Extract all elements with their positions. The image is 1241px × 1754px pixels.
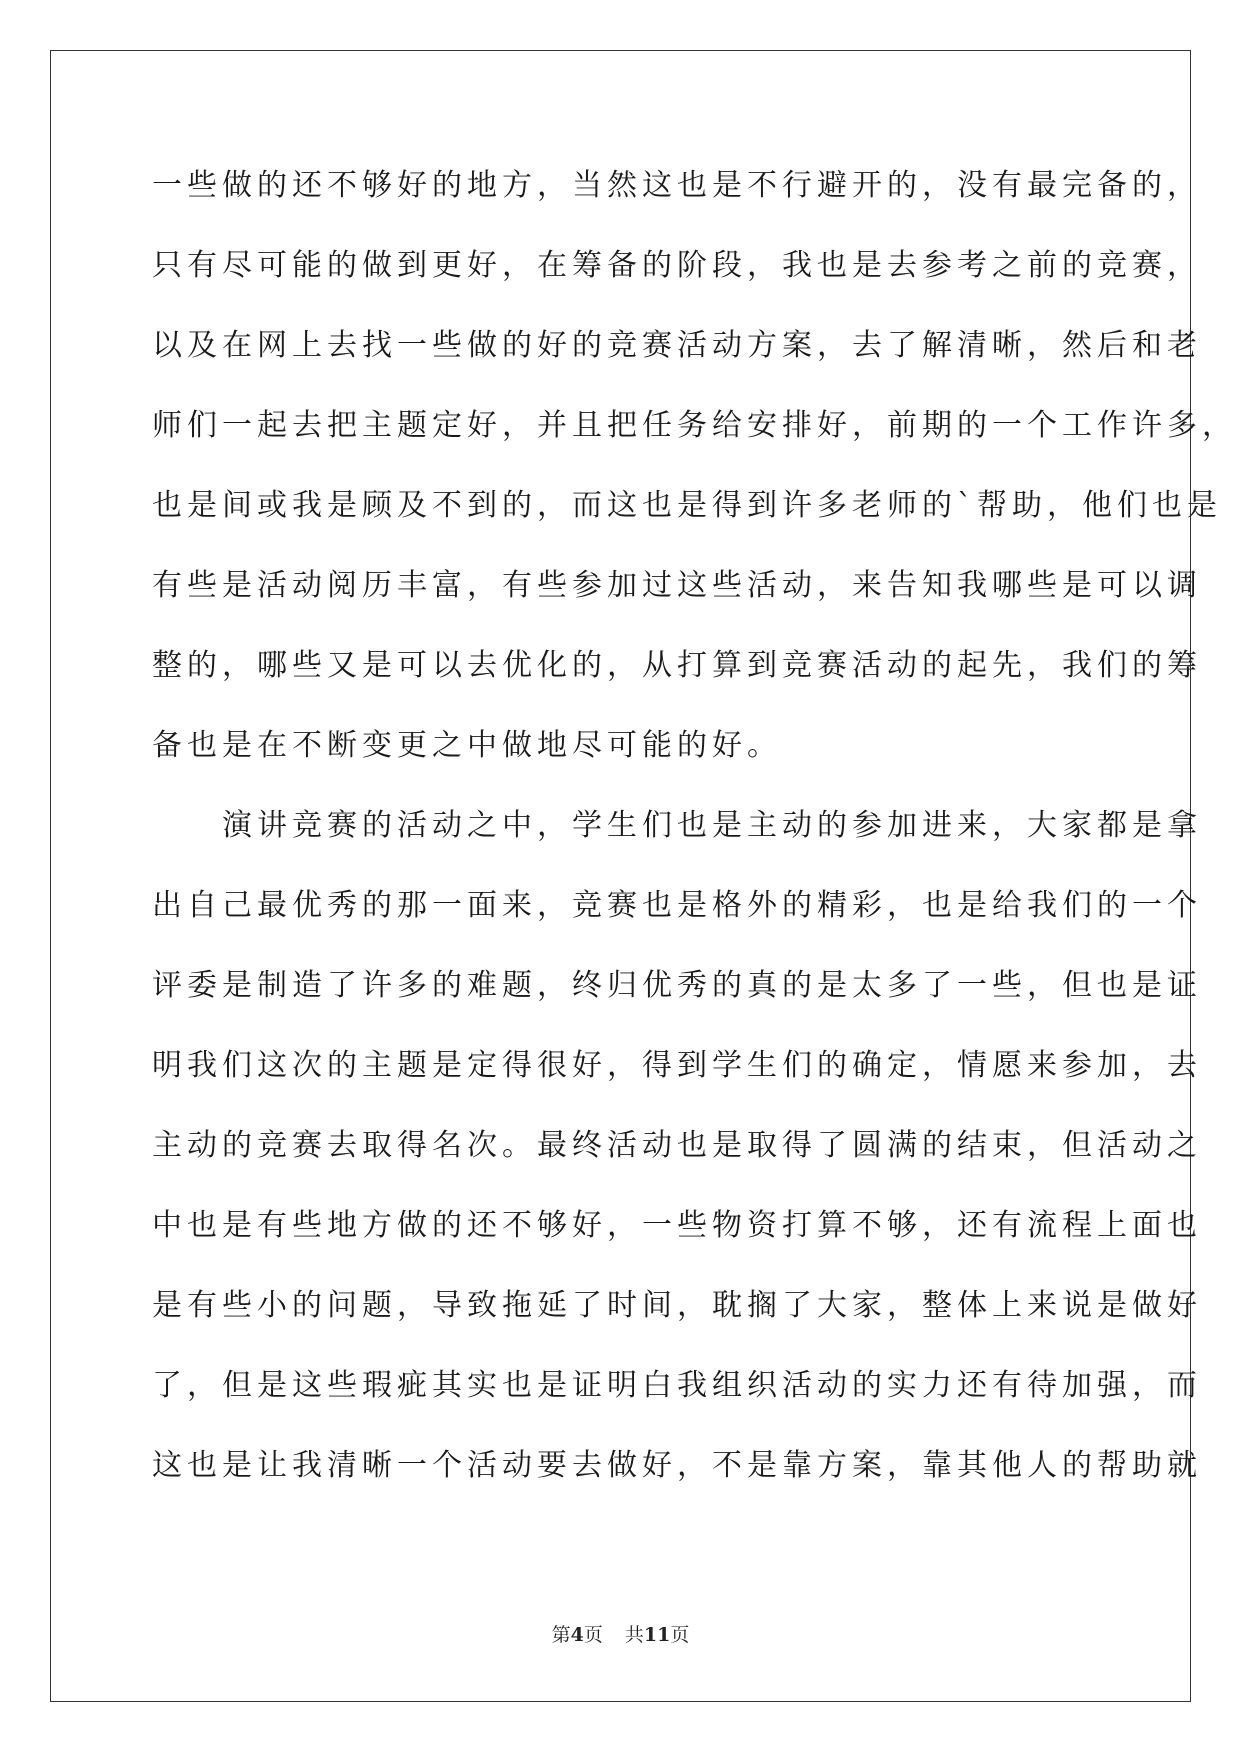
text-line-17: 这也是让我清晰一个活动要去做好，不是靠方案，靠其他人的帮助就 — [152, 1448, 1202, 1483]
text-line-13: 主动的竞赛去取得名次。最终活动也是取得了圆满的结束，但活动之 — [152, 1128, 1202, 1163]
total-prefix: 共 — [624, 1624, 644, 1646]
text-line-3: 以及在网上去找一些做的好的竞赛活动方案，去了解清晰，然后和老 — [152, 328, 1202, 363]
text-line-4: 师们一起去把主题定好，并且把任务给安排好，前期的一个工作许多， — [152, 408, 1237, 443]
page-footer — [0, 1620, 1241, 1647]
text-line-12: 明我们这次的主题是定得很好，得到学生们的确定，情愿来参加，去 — [152, 1048, 1202, 1083]
body-text — [152, 168, 1237, 1528]
text-line-9: 演讲竞赛的活动之中，学生们也是主动的参加进来，大家都是拿 — [152, 808, 1202, 843]
total-suffix: 页 — [670, 1624, 690, 1646]
text-line-7: 整的，哪些又是可以去优化的，从打算到竞赛活动的起先，我们的筹 — [152, 648, 1202, 683]
text-line-11: 评委是制造了许多的难题，终归优秀的真的是太多了一些，但也是证 — [152, 968, 1202, 1003]
page-current: 4 — [570, 1624, 584, 1646]
text-line-1: 一些做的还不够好的地方，当然这也是不行避开的，没有最完备的， — [152, 168, 1202, 203]
text-line-5: 也是间或我是顾及不到的，而这也是得到许多老师的`帮助，他们也是 — [152, 488, 1222, 523]
text-line-15: 是有些小的问题，导致拖延了时间，耽搁了大家，整体上来说是做好 — [152, 1288, 1202, 1323]
page-prefix: 第 — [551, 1624, 571, 1646]
text-line-2: 只有尽可能的做到更好，在筹备的阶段，我也是去参考之前的竞赛， — [152, 248, 1202, 283]
text-line-10: 出自己最优秀的那一面来，竞赛也是格外的精彩，也是给我们的一个 — [152, 888, 1202, 923]
text-line-6: 有些是活动阅历丰富，有些参加过这些活动，来告知我哪些是可以调 — [152, 568, 1202, 603]
text-line-8: 备也是在不断变更之中做地尽可能的好。 — [152, 728, 782, 763]
page-suffix: 页 — [583, 1624, 603, 1646]
text-line-16: 了，但是这些瑕疵其实也是证明白我组织活动的实力还有待加强，而 — [152, 1368, 1202, 1403]
page-total: 11 — [643, 1624, 671, 1646]
text-line-14: 中也是有些地方做的还不够好，一些物资打算不够，还有流程上面也 — [152, 1208, 1202, 1243]
